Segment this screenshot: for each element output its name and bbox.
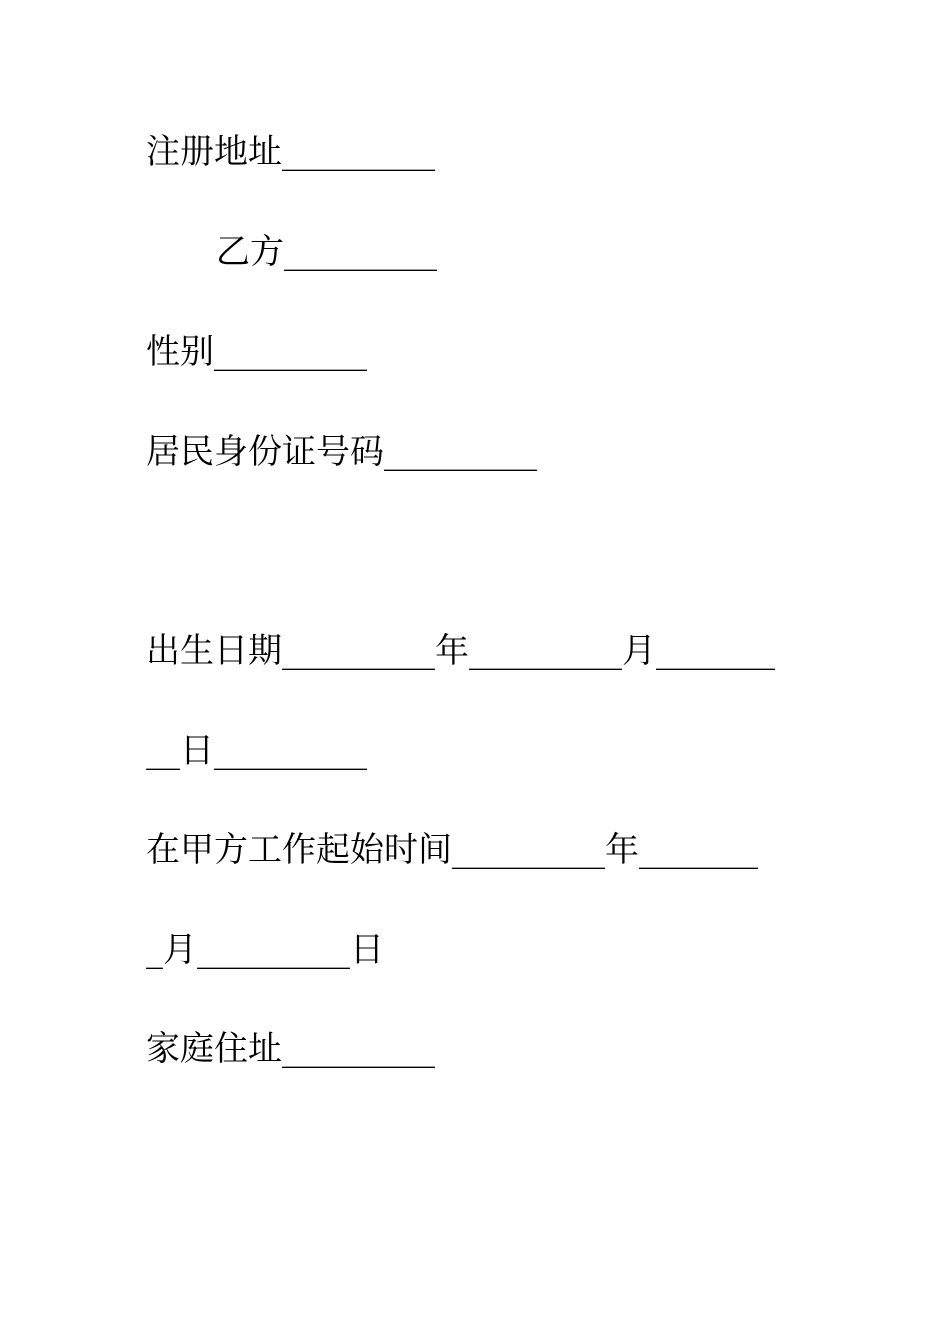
gender-line: 性别_________ bbox=[146, 332, 367, 372]
birth-date-day-line: __日_________ bbox=[146, 731, 367, 771]
employment-start-line: 在甲方工作起始时间_________年_______ bbox=[146, 830, 758, 870]
registered-address-line: 注册地址_________ bbox=[146, 132, 435, 172]
party-b-line: 乙方_________ bbox=[216, 232, 437, 272]
id-number-line: 居民身份证号码_________ bbox=[146, 432, 537, 472]
birth-date-line: 出生日期_________年_________月_______ bbox=[146, 631, 775, 671]
employment-start-month-day-line: _月_________日 bbox=[146, 930, 384, 970]
home-address-line: 家庭住址_________ bbox=[146, 1029, 435, 1069]
